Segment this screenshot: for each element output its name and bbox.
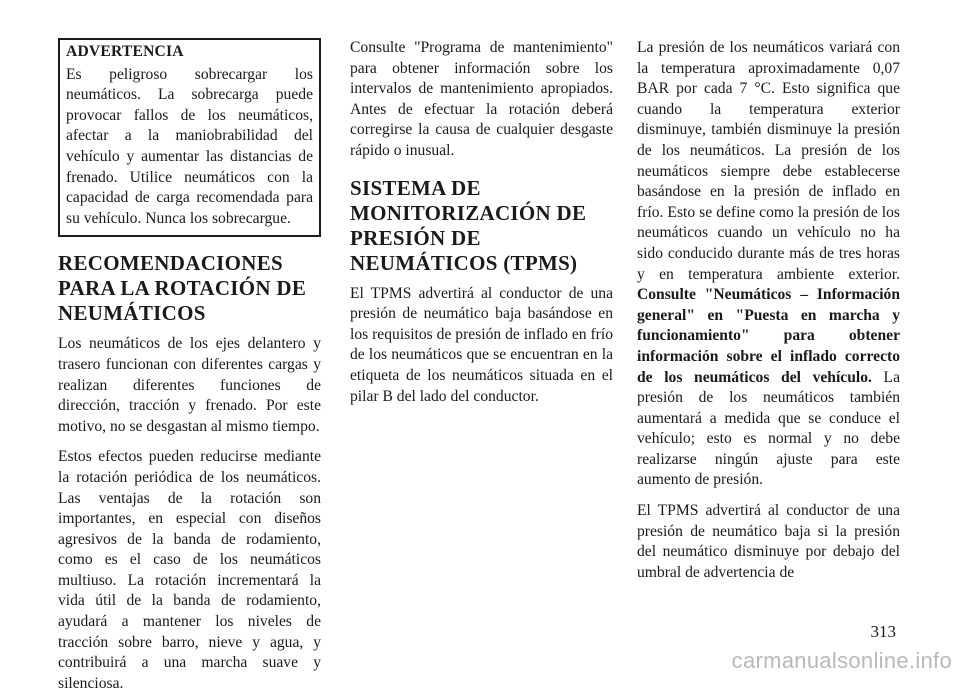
paragraph: Los neumáticos de los ejes delantero y trasero funcionan con diferentes cargas y realizan diferentes funciones de dirección, tracción y frenado. Por este motivo, no se desgastan al mismo tiempo.: [58, 335, 321, 435]
paragraph-text: La presión de los neumáticos también aumentará a medida que se conduce el vehículo; esto es normal y no debe realizarse ningún ajuste para este aumento de presión.: [637, 368, 900, 489]
paragraph: El TPMS advertirá al conductor de una presión de neumático baja basándose en los requisitos de presión de inflado en frío de los neumáticos que se encuentran en la etiqueta de los neumáticos situada en el pilar B del lado del conductor.: [350, 284, 613, 405]
watermark: carmanualsonline.info: [731, 648, 952, 673]
bold-reference: Consulte "Neumáticos – Información general" en "Puesta en marcha y funcionamiento" para obtener información sobre el inflado correcto de los neumáticos del vehículo.: [637, 286, 900, 386]
paragraph: El TPMS advertirá al conductor de una presión de neumático baja si la presión del neumático disminuye por debajo del umbral de advertencia de: [637, 502, 900, 581]
column-2: [350, 38, 613, 598]
section-heading-rotation: RECOMENDACIONES PARA LA ROTACIÓN DE NEUMÁTICOS: [58, 251, 307, 326]
warning-box: [58, 38, 321, 237]
paragraph: Consulte "Programa de mantenimiento" para obtener información sobre los intervalos de mantenimiento apropiados. Antes de efectuar la rotación deberá corregirse la causa de cualquier desgaste rápido o inusual.: [350, 39, 613, 159]
warning-text: Es peligroso sobrecargar los neumáticos. La sobrecarga puede provocar fallos de los neumáticos, afectar a la maniobrabilidad del vehículo y aumentar las distancias de frenado. Utilice neumáticos con la capacidad de carga recomendada para su vehículo. Nunca los sobrecargue.: [66, 65, 313, 227]
column-1: [58, 38, 321, 692]
paragraph: [637, 38, 900, 491]
section-heading-tpms: SISTEMA DE MONITORIZACIÓN DE PRESIÓN DE NEUMÁTICOS (TPMS): [350, 175, 587, 275]
paragraph-text: La presión de los neumáticos variará con la temperatura aproximadamente 0,07 BAR por cada 7 °C. Esto significa que cuando la temperatura exterior disminuye, también disminuye la presión de los neumáticos. La presión de los neumáticos siempre debe establecerse basándose en la presión de inflado en frío. Esto se define como la presión de los neumáticos cuando un vehículo no ha sido conducido durante más de tres horas y en temperatura ambiente exterior.: [637, 39, 900, 283]
paragraph-text: Estos efectos pueden reducirse mediante la rotación periódica de los neumáticos. Las ventajas de la rotación son importantes, en especial con diseños agresivos de la banda de rodamiento, como es el caso de los neumáticos multiuso. La rotación incrementará la vida útil de la banda de rodamiento, ayudará a mantener los niveles de tracción sobre barro, nieve y agua, y contribuirá a una marcha suave y silenciosa.: [58, 448, 321, 692]
warning-title: ADVERTENCIA: [66, 43, 184, 60]
column-3: [637, 38, 900, 598]
page-number: 313: [870, 622, 896, 641]
paragraph: [58, 447, 321, 694]
